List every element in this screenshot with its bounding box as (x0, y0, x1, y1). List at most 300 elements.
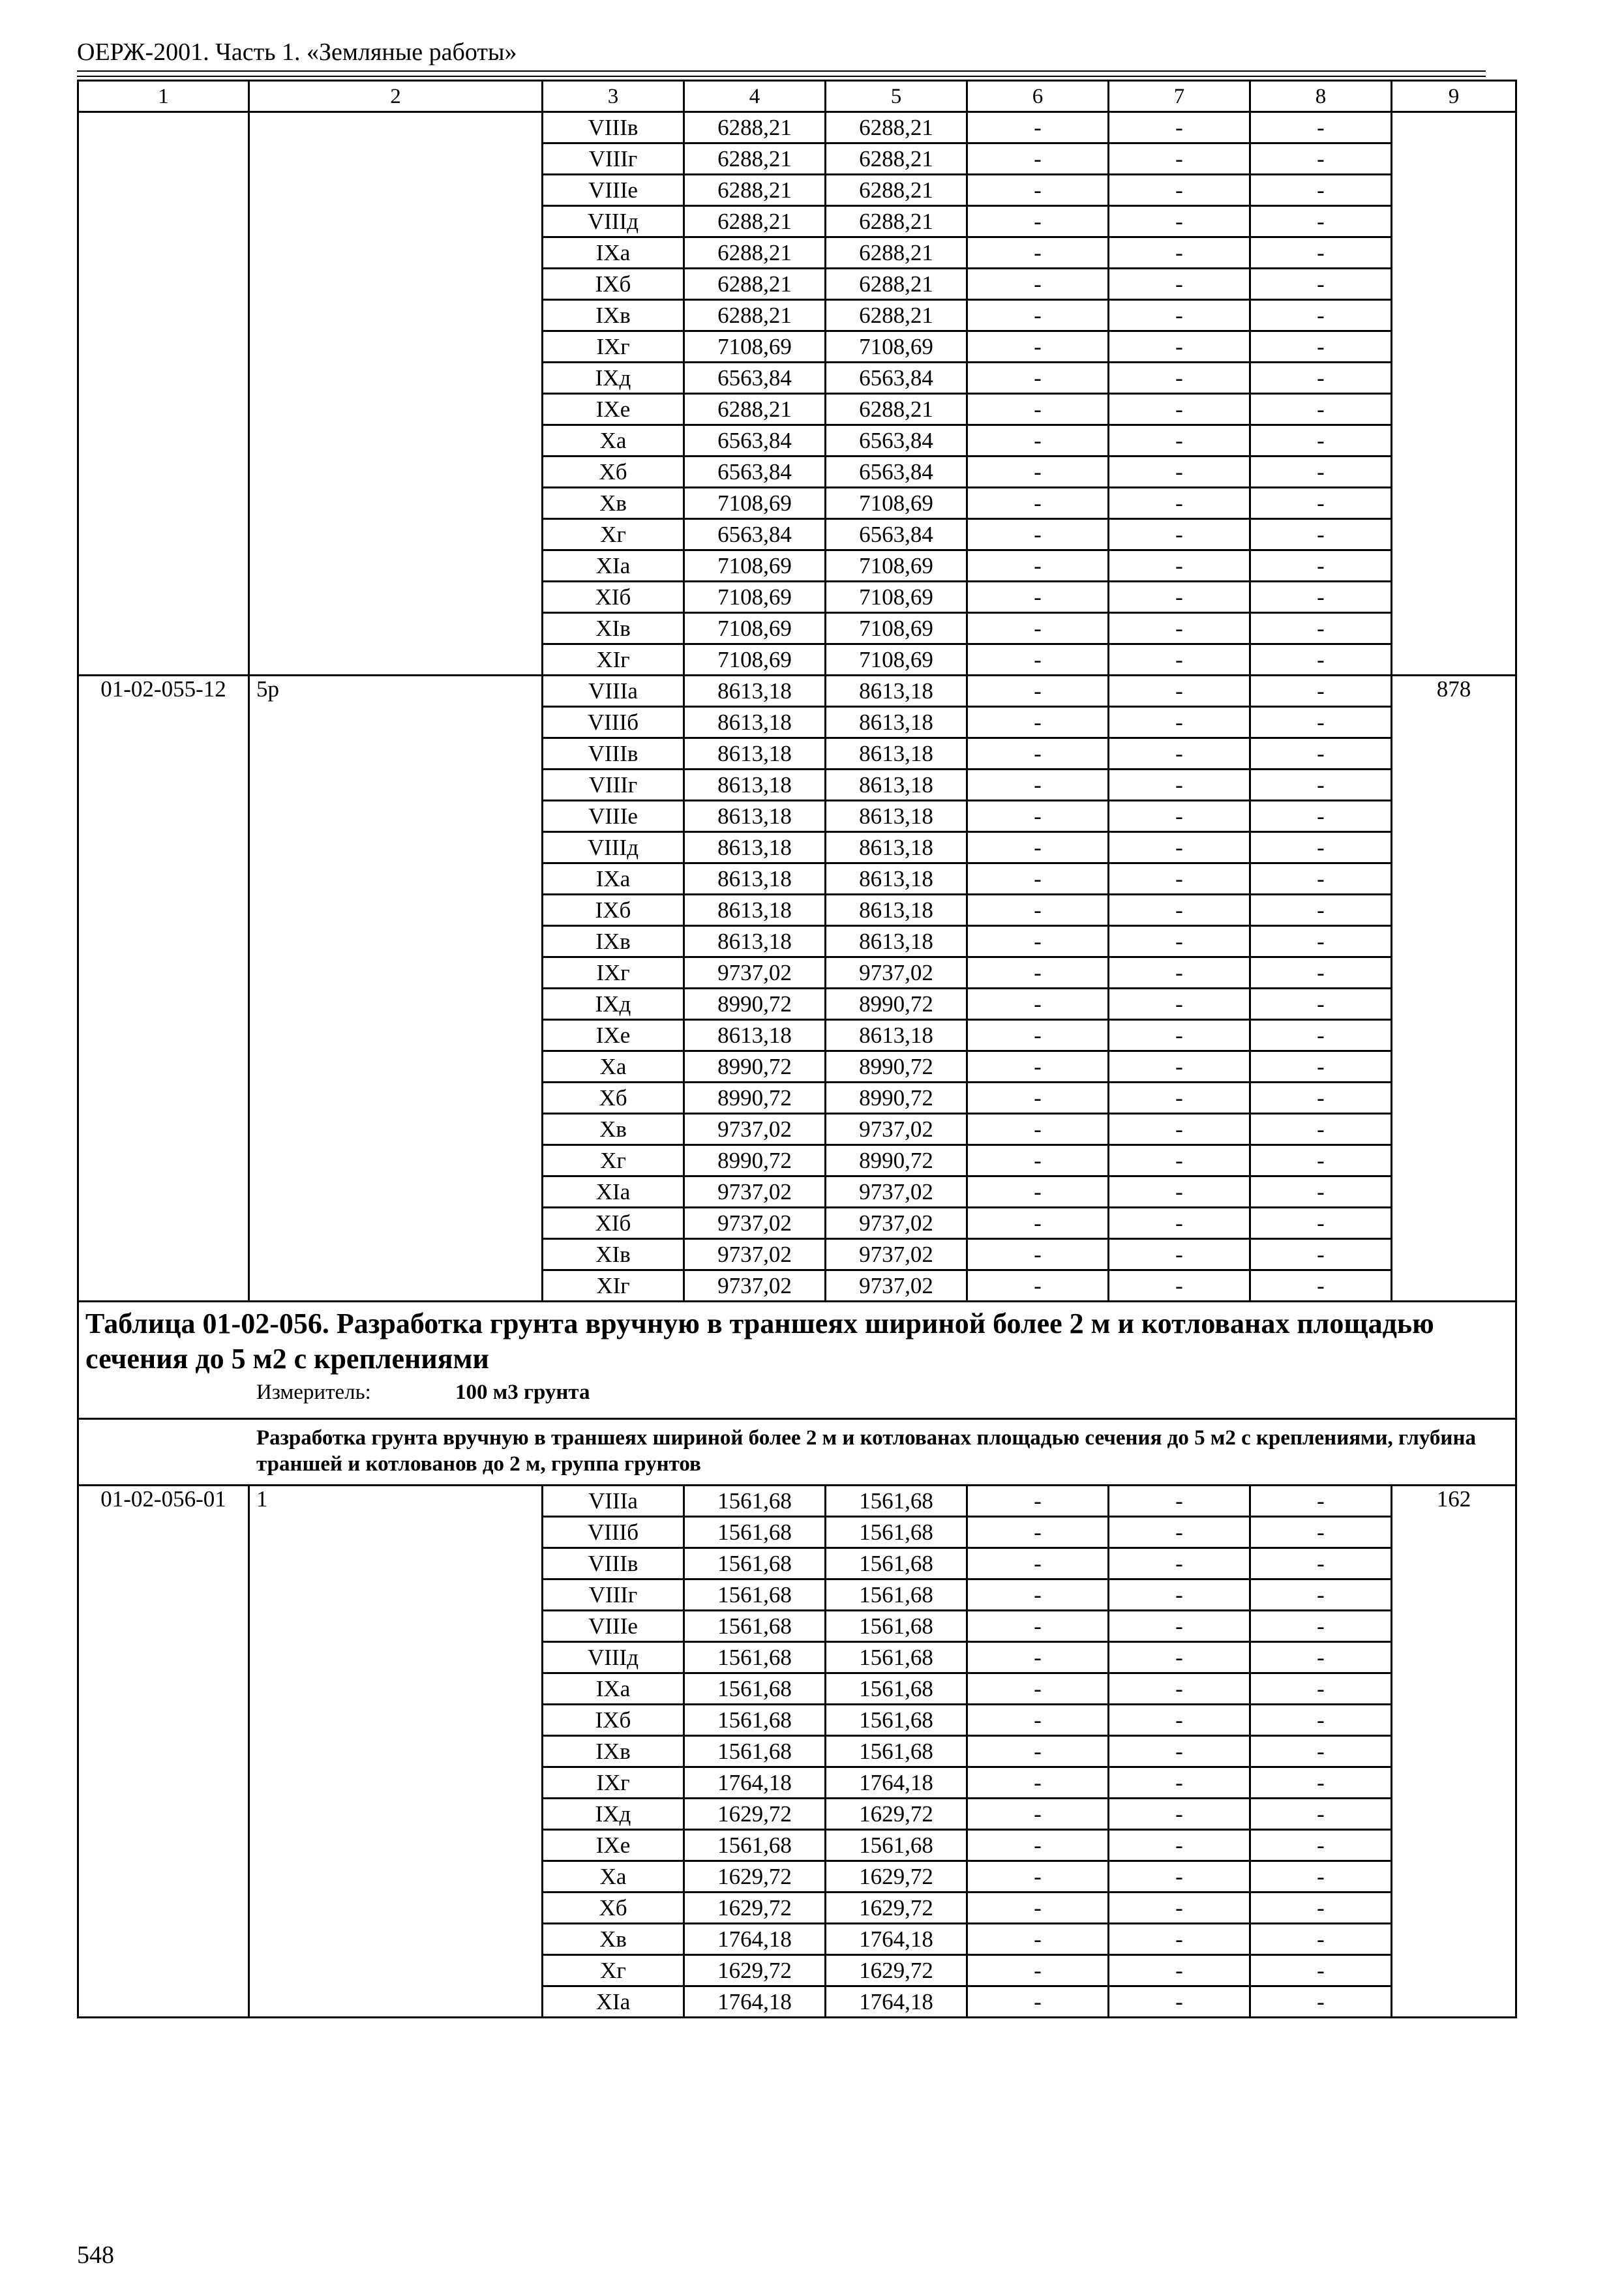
data-cell: - (1109, 1270, 1250, 1302)
data-cell: XIг (543, 644, 684, 676)
data-cell: 1561,68 (826, 1673, 967, 1705)
data-cell: 8613,18 (684, 801, 826, 832)
data-cell: - (967, 1642, 1109, 1673)
data-cell: - (1109, 1051, 1250, 1083)
data-cell: 8990,72 (684, 1083, 826, 1114)
data-cell: - (1109, 644, 1250, 676)
data-cell: - (1250, 1830, 1392, 1861)
data-cell: - (967, 1579, 1109, 1611)
data-cell: XIв (543, 613, 684, 644)
data-cell: 7108,69 (684, 613, 826, 644)
rate-name-cell: 5р (249, 676, 543, 1302)
data-cell: 6288,21 (826, 175, 967, 206)
data-cell: - (967, 425, 1109, 456)
data-cell: - (1109, 832, 1250, 863)
data-cell: - (1250, 1736, 1392, 1767)
data-cell: - (1109, 1924, 1250, 1955)
data-cell: Xб (543, 1083, 684, 1114)
data-cell: - (1109, 331, 1250, 363)
data-cell: - (967, 644, 1109, 676)
data-cell: 8990,72 (826, 989, 967, 1020)
data-cell: - (1250, 456, 1392, 488)
data-cell: 1561,68 (684, 1611, 826, 1642)
data-cell: - (1250, 425, 1392, 456)
data-cell: 9737,02 (684, 1208, 826, 1239)
data-cell: 7108,69 (684, 331, 826, 363)
data-cell: - (1109, 456, 1250, 488)
data-cell: 6288,21 (684, 112, 826, 143)
data-cell: - (967, 582, 1109, 613)
data-cell: 8613,18 (826, 1020, 967, 1051)
data-cell: 9737,02 (826, 957, 967, 989)
data-cell: 6288,21 (826, 112, 967, 143)
data-cell: - (1109, 394, 1250, 425)
page-header: ОЕРЖ-2001. Часть 1. «Земляные работы» (77, 38, 517, 66)
data-cell: - (1109, 206, 1250, 237)
data-cell: - (1109, 175, 1250, 206)
data-cell: 1561,68 (684, 1736, 826, 1767)
data-cell: - (1109, 989, 1250, 1020)
data-cell: - (967, 1051, 1109, 1083)
data-cell: - (1250, 1673, 1392, 1705)
data-cell: - (1109, 707, 1250, 738)
data-cell: - (1250, 237, 1392, 269)
data-cell: - (1109, 1176, 1250, 1208)
data-cell: VIIIб (543, 1517, 684, 1548)
data-cell: - (967, 895, 1109, 926)
data-cell: - (967, 488, 1109, 519)
data-cell: 6563,84 (684, 519, 826, 550)
data-cell: Xа (543, 1051, 684, 1083)
data-cell: - (1250, 394, 1392, 425)
data-cell: 7108,69 (826, 550, 967, 582)
data-cell: 1629,72 (684, 1799, 826, 1830)
header-rule (77, 70, 1486, 72)
data-cell: VIIIе (543, 175, 684, 206)
rates-table (77, 80, 1517, 2018)
data-cell: - (1250, 644, 1392, 676)
data-cell: 8613,18 (684, 707, 826, 738)
column-9-cell (1392, 112, 1516, 676)
data-cell: Xб (543, 456, 684, 488)
data-cell: - (1250, 1517, 1392, 1548)
data-cell: - (1250, 1579, 1392, 1611)
data-cell: 6563,84 (684, 456, 826, 488)
rate-name-cell: 1 (249, 1486, 543, 2018)
table-title-cell (78, 1302, 1516, 1419)
data-cell: 1561,68 (826, 1736, 967, 1767)
data-cell: VIIIе (543, 1611, 684, 1642)
data-cell: 6563,84 (826, 456, 967, 488)
data-cell: - (1250, 1208, 1392, 1239)
data-cell: VIIIб (543, 707, 684, 738)
data-cell: 6288,21 (826, 143, 967, 175)
data-cell: - (1250, 613, 1392, 644)
data-cell: - (1250, 1020, 1392, 1051)
data-cell: 1561,68 (684, 1830, 826, 1861)
data-cell: - (967, 1176, 1109, 1208)
data-cell: 7108,69 (826, 644, 967, 676)
data-cell: - (1250, 863, 1392, 895)
data-cell: - (1250, 112, 1392, 143)
data-cell: - (967, 519, 1109, 550)
data-cell: IXг (543, 331, 684, 363)
data-cell: Xв (543, 1114, 684, 1145)
data-cell: 8613,18 (684, 926, 826, 957)
data-cell: IXе (543, 1020, 684, 1051)
data-cell: - (1250, 582, 1392, 613)
data-cell: 1561,68 (684, 1579, 826, 1611)
data-cell: - (967, 1799, 1109, 1830)
data-cell: Xв (543, 1924, 684, 1955)
data-cell: 7108,69 (684, 550, 826, 582)
data-cell: IXа (543, 1673, 684, 1705)
data-cell: VIIIд (543, 1642, 684, 1673)
table-title-row (78, 1302, 1516, 1419)
data-cell: 8990,72 (684, 1051, 826, 1083)
data-cell: - (967, 926, 1109, 957)
data-cell: 6288,21 (826, 237, 967, 269)
data-cell: 1561,68 (826, 1486, 967, 1517)
data-cell: 1561,68 (684, 1673, 826, 1705)
data-cell: - (1250, 1955, 1392, 1986)
table-row (78, 112, 1516, 143)
data-cell: 6563,84 (826, 519, 967, 550)
data-cell: IXе (543, 1830, 684, 1861)
column-number-cell: 7 (1109, 81, 1250, 112)
data-cell: VIIIг (543, 770, 684, 801)
data-cell: - (1109, 1208, 1250, 1239)
data-cell: - (967, 989, 1109, 1020)
data-cell: - (1109, 1986, 1250, 2018)
data-cell: - (967, 1020, 1109, 1051)
data-cell: - (967, 801, 1109, 832)
data-cell: 9737,02 (684, 1239, 826, 1270)
data-cell: - (967, 1239, 1109, 1270)
data-cell: - (1109, 957, 1250, 989)
data-cell: 7108,69 (826, 488, 967, 519)
data-cell: - (1109, 1145, 1250, 1176)
data-cell: - (1109, 363, 1250, 394)
data-cell: - (967, 1767, 1109, 1799)
data-cell: - (1250, 331, 1392, 363)
data-cell: 6563,84 (684, 425, 826, 456)
data-cell: 8613,18 (826, 926, 967, 957)
data-cell: 9737,02 (826, 1239, 967, 1270)
data-cell: - (1109, 1705, 1250, 1736)
data-cell: - (1250, 1176, 1392, 1208)
column-number-cell: 8 (1250, 81, 1392, 112)
data-cell: - (1250, 738, 1392, 770)
data-cell: - (1109, 676, 1250, 707)
data-cell: - (967, 1830, 1109, 1861)
data-cell: IXв (543, 926, 684, 957)
data-cell: - (967, 1736, 1109, 1767)
data-cell: 7108,69 (684, 582, 826, 613)
data-cell: - (1109, 237, 1250, 269)
data-cell: - (967, 1114, 1109, 1145)
data-cell: - (1250, 143, 1392, 175)
data-cell: - (1109, 1579, 1250, 1611)
data-cell: - (1109, 926, 1250, 957)
data-cell: - (1109, 1861, 1250, 1893)
data-cell: - (1109, 1517, 1250, 1548)
data-cell: 6288,21 (684, 269, 826, 300)
data-cell: - (1250, 707, 1392, 738)
rate-code-cell (78, 112, 249, 676)
data-cell: - (1109, 770, 1250, 801)
column-number-cell: 3 (543, 81, 684, 112)
data-cell: - (1250, 550, 1392, 582)
data-cell: 6288,21 (684, 206, 826, 237)
data-cell: 1764,18 (684, 1767, 826, 1799)
page-number: 548 (77, 2241, 114, 2269)
data-cell: 1629,72 (684, 1955, 826, 1986)
data-cell: - (1250, 175, 1392, 206)
data-cell: - (967, 1861, 1109, 1893)
data-cell: - (1109, 613, 1250, 644)
data-cell: IXа (543, 237, 684, 269)
column-number-cell: 2 (249, 81, 543, 112)
data-cell: - (1109, 863, 1250, 895)
data-cell: Xг (543, 519, 684, 550)
data-cell: VIIIа (543, 676, 684, 707)
data-cell: - (1109, 1611, 1250, 1642)
data-cell: - (967, 1145, 1109, 1176)
data-cell: VIIIв (543, 112, 684, 143)
data-cell: - (967, 832, 1109, 863)
data-cell: - (1109, 895, 1250, 926)
data-cell: Xв (543, 488, 684, 519)
data-cell: - (967, 770, 1109, 801)
data-cell: - (967, 175, 1109, 206)
data-cell: 8613,18 (684, 863, 826, 895)
data-cell: 7108,69 (684, 644, 826, 676)
data-cell: IXб (543, 269, 684, 300)
data-cell: - (1250, 1486, 1392, 1517)
data-cell: - (967, 331, 1109, 363)
data-cell: - (1250, 1705, 1392, 1736)
subsection-text: Разработка грунта вручную в траншеях шириной более 2 м и котлованах площадью сечения до 5 м2 с креплениями, глубина траншей и котлованов до 2 м, группа грунтов (256, 1426, 1476, 1476)
data-cell: - (967, 1611, 1109, 1642)
data-cell: - (1250, 1799, 1392, 1830)
data-cell: - (1250, 1767, 1392, 1799)
data-cell: VIIIв (543, 1548, 684, 1579)
data-cell: 6288,21 (684, 300, 826, 331)
data-cell: - (1109, 1799, 1250, 1830)
data-cell: Xб (543, 1893, 684, 1924)
data-cell: 8613,18 (684, 738, 826, 770)
data-cell: 6563,84 (826, 425, 967, 456)
subsection-row (78, 1419, 1516, 1486)
data-cell: 7108,69 (826, 613, 967, 644)
data-cell: - (1250, 1924, 1392, 1955)
data-cell: IXг (543, 957, 684, 989)
data-cell: - (967, 237, 1109, 269)
data-cell: 6288,21 (826, 269, 967, 300)
data-cell: - (1109, 550, 1250, 582)
data-cell: VIIIг (543, 1579, 684, 1611)
data-cell: - (1250, 1893, 1392, 1924)
data-cell: 9737,02 (684, 957, 826, 989)
data-cell: - (967, 206, 1109, 237)
data-cell: - (1109, 1673, 1250, 1705)
data-cell: 1629,72 (684, 1893, 826, 1924)
data-cell: - (1250, 206, 1392, 237)
column-number-cell: 9 (1392, 81, 1516, 112)
data-cell: 1561,68 (826, 1705, 967, 1736)
data-cell: - (1109, 1020, 1250, 1051)
data-cell: 6288,21 (684, 237, 826, 269)
data-cell: - (1109, 1114, 1250, 1145)
data-cell: - (1109, 1767, 1250, 1799)
data-cell: 9737,02 (684, 1176, 826, 1208)
data-cell: - (1109, 1830, 1250, 1861)
data-cell: - (1109, 269, 1250, 300)
data-cell: - (1250, 1114, 1392, 1145)
data-cell: - (967, 1083, 1109, 1114)
data-cell: - (1250, 1548, 1392, 1579)
data-cell: 8990,72 (684, 989, 826, 1020)
data-cell: XIа (543, 550, 684, 582)
rate-code-cell: 01-02-055-12 (78, 676, 249, 1302)
column-9-cell: 878 (1392, 676, 1516, 1302)
data-cell: - (1109, 519, 1250, 550)
data-cell: - (1250, 1270, 1392, 1302)
data-cell: 8613,18 (826, 863, 967, 895)
column-number-cell: 1 (78, 81, 249, 112)
data-cell: - (1250, 1051, 1392, 1083)
table-row (78, 1486, 1516, 1517)
data-cell: - (1250, 926, 1392, 957)
data-cell: - (967, 456, 1109, 488)
data-cell: 8613,18 (826, 895, 967, 926)
data-cell: - (1250, 1239, 1392, 1270)
data-cell: - (1250, 363, 1392, 394)
data-cell: VIIIа (543, 1486, 684, 1517)
rate-code-cell: 01-02-056-01 (78, 1486, 249, 2018)
data-cell: - (1250, 300, 1392, 331)
data-cell: - (967, 1893, 1109, 1924)
data-cell: - (967, 550, 1109, 582)
data-cell: Xа (543, 1861, 684, 1893)
data-cell: - (967, 112, 1109, 143)
data-cell: - (1109, 1955, 1250, 1986)
data-cell: - (967, 1986, 1109, 2018)
data-cell: - (967, 1955, 1109, 1986)
data-cell: 1561,68 (684, 1517, 826, 1548)
data-cell: - (967, 394, 1109, 425)
data-cell: - (967, 363, 1109, 394)
rate-name-cell (249, 112, 543, 676)
header-rule-second (77, 76, 1486, 77)
data-cell: - (967, 613, 1109, 644)
data-cell: VIIIв (543, 738, 684, 770)
column-number-cell: 6 (967, 81, 1109, 112)
data-cell: 7108,69 (684, 488, 826, 519)
data-cell: - (1250, 519, 1392, 550)
data-cell: 6288,21 (826, 300, 967, 331)
data-cell: - (1109, 1083, 1250, 1114)
data-cell: 6288,21 (826, 394, 967, 425)
data-cell: VIIIе (543, 801, 684, 832)
data-cell: VIIIд (543, 832, 684, 863)
data-cell: 1764,18 (684, 1924, 826, 1955)
data-cell: - (1109, 425, 1250, 456)
measure-line (85, 1379, 1509, 1405)
data-cell: - (967, 676, 1109, 707)
data-cell: - (1109, 1736, 1250, 1767)
data-cell: - (1109, 738, 1250, 770)
data-cell: 1561,68 (826, 1642, 967, 1673)
data-cell: 8613,18 (826, 770, 967, 801)
data-cell: XIг (543, 1270, 684, 1302)
data-cell: 8613,18 (684, 895, 826, 926)
column-9-cell: 162 (1392, 1486, 1516, 2018)
data-cell: - (967, 300, 1109, 331)
data-cell: - (1109, 300, 1250, 331)
data-cell: 1561,68 (684, 1642, 826, 1673)
measure-value: 100 м3 грунта (455, 1381, 590, 1404)
data-cell: 6288,21 (684, 143, 826, 175)
data-cell: - (1250, 801, 1392, 832)
data-cell: - (1109, 1893, 1250, 1924)
data-cell: - (1250, 989, 1392, 1020)
data-cell: 8613,18 (826, 676, 967, 707)
data-cell: 1561,68 (826, 1517, 967, 1548)
data-cell: - (1109, 143, 1250, 175)
data-cell: 8613,18 (826, 738, 967, 770)
data-cell: 8613,18 (826, 801, 967, 832)
data-cell: VIIIд (543, 206, 684, 237)
data-cell: IXа (543, 863, 684, 895)
data-cell: 8613,18 (826, 832, 967, 863)
data-cell: - (967, 1208, 1109, 1239)
data-cell: IXв (543, 1736, 684, 1767)
measure-label: Измеритель: (256, 1381, 371, 1404)
data-cell: 1629,72 (684, 1861, 826, 1893)
data-cell: 8613,18 (684, 770, 826, 801)
data-cell: - (1250, 1986, 1392, 2018)
data-cell: 1561,68 (826, 1548, 967, 1579)
data-cell: - (1250, 1642, 1392, 1673)
data-cell: - (967, 269, 1109, 300)
data-cell: 6288,21 (684, 394, 826, 425)
data-cell: 1764,18 (826, 1986, 967, 2018)
data-cell: 6288,21 (826, 206, 967, 237)
data-cell: XIб (543, 582, 684, 613)
data-cell: 1764,18 (826, 1924, 967, 1955)
subsection-cell (78, 1419, 1516, 1486)
data-cell: - (1109, 1239, 1250, 1270)
data-cell: - (1250, 1083, 1392, 1114)
data-cell: - (967, 707, 1109, 738)
data-cell: Xг (543, 1145, 684, 1176)
data-cell: IXб (543, 895, 684, 926)
data-cell: - (967, 143, 1109, 175)
data-cell: 9737,02 (826, 1208, 967, 1239)
data-cell: 1561,68 (684, 1548, 826, 1579)
data-cell: 9737,02 (826, 1114, 967, 1145)
data-cell: 7108,69 (826, 582, 967, 613)
data-cell: - (1250, 770, 1392, 801)
data-cell: 1764,18 (684, 1986, 826, 2018)
data-cell: IXг (543, 1767, 684, 1799)
data-cell: 8990,72 (826, 1145, 967, 1176)
data-cell: IXе (543, 394, 684, 425)
data-cell: Xа (543, 425, 684, 456)
data-cell: IXд (543, 1799, 684, 1830)
